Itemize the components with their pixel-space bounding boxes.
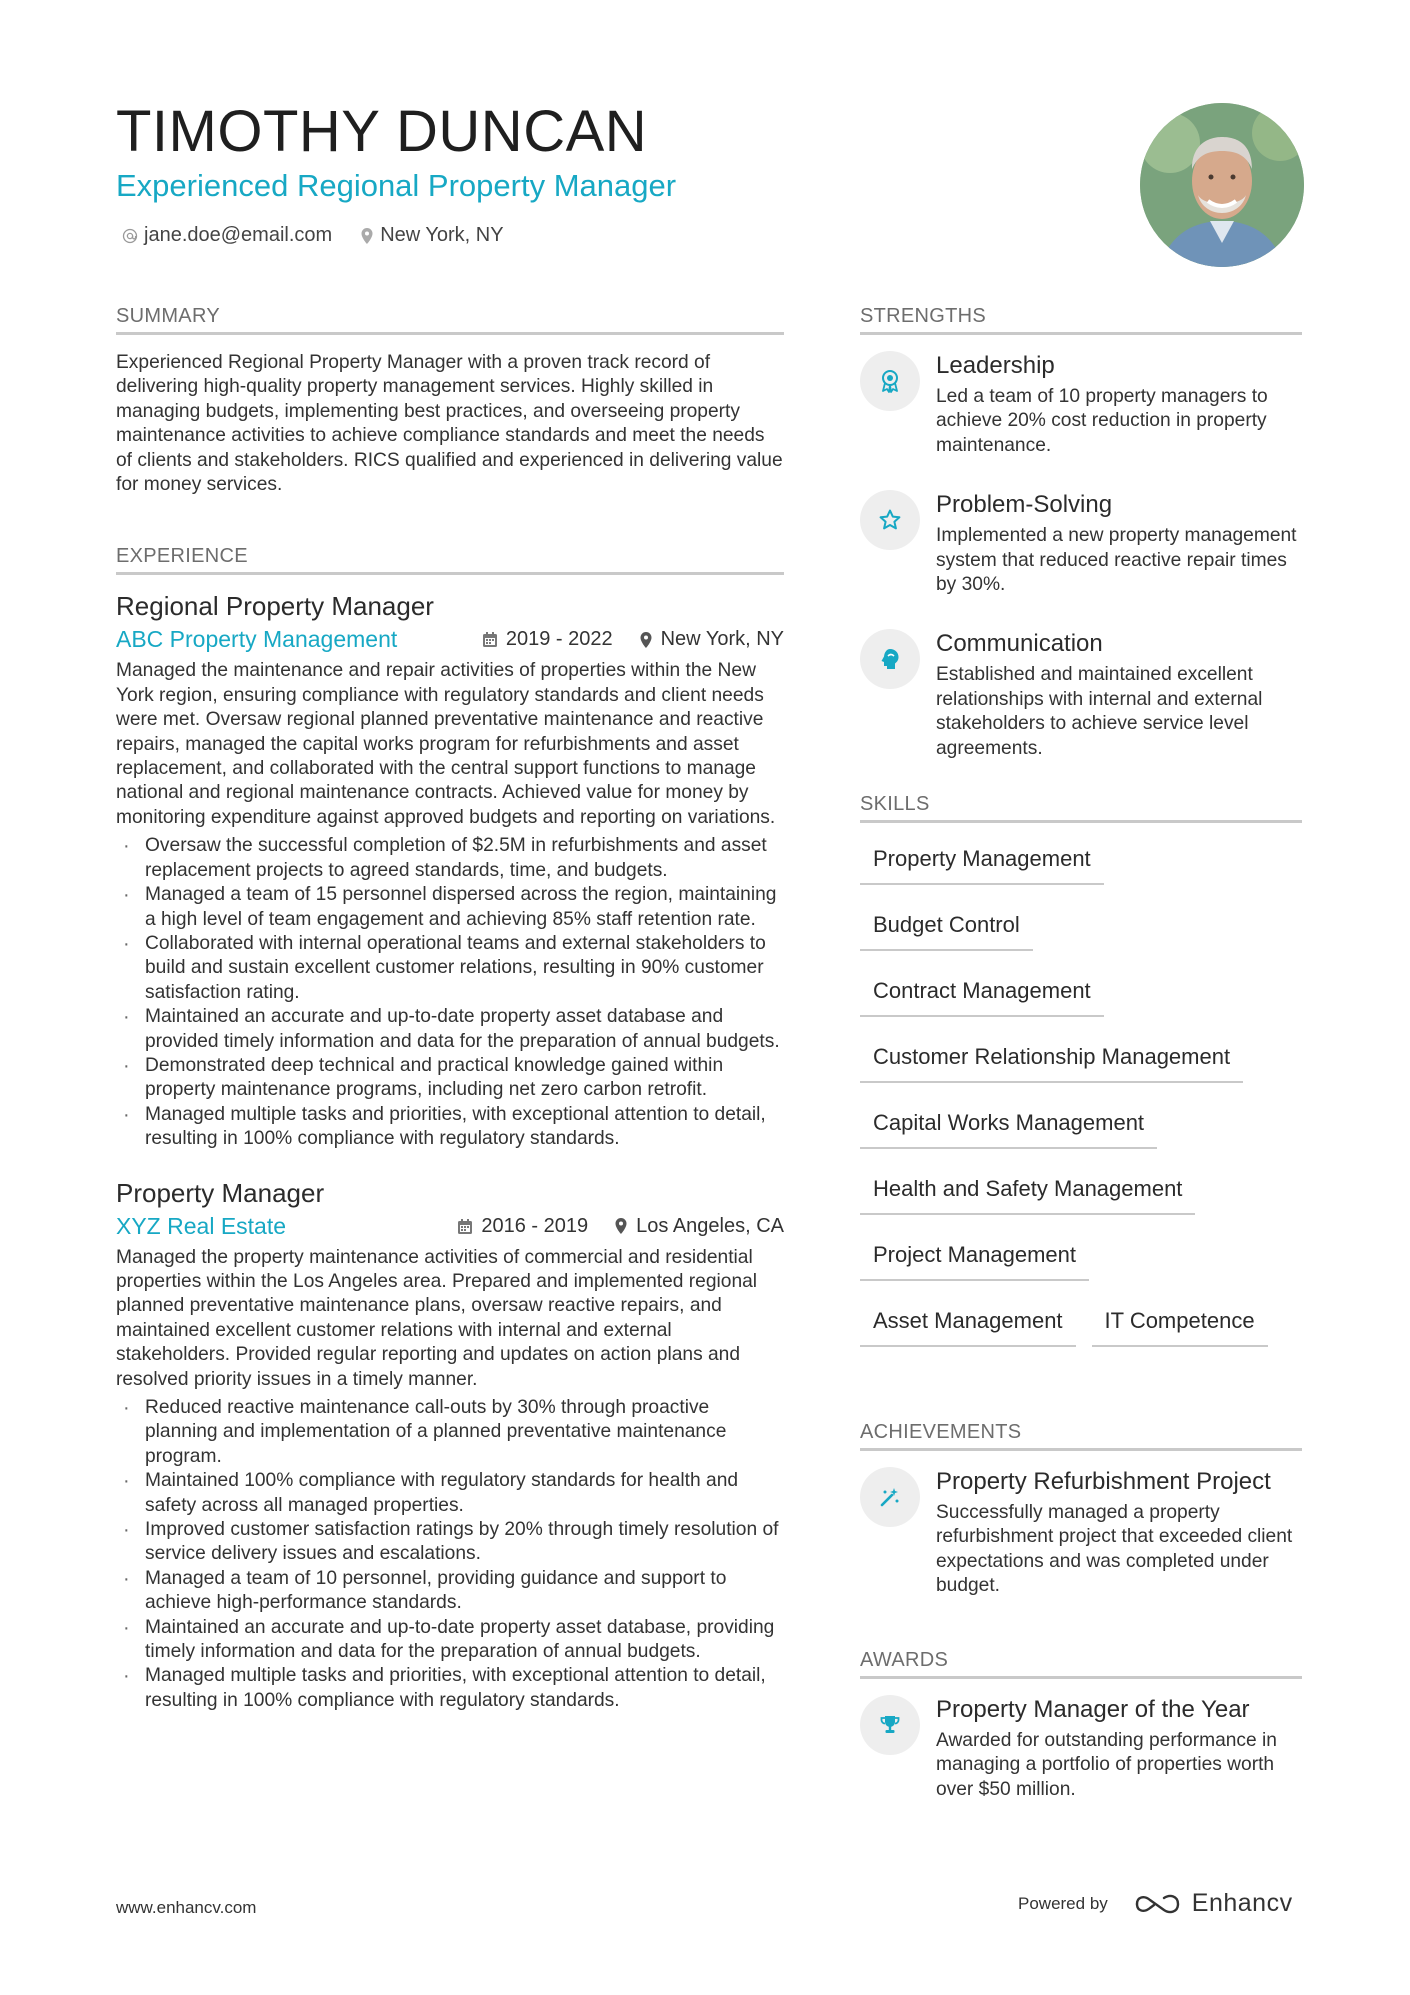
- location-pin-icon: [360, 227, 374, 245]
- strength-desc: Led a team of 10 property managers to achieve 20% cost reduction in property maintenance.: [936, 386, 1268, 456]
- profile-photo-illustration: [1140, 103, 1304, 267]
- job-bullet: · Managed a team of 15 personnel dispersed across the region, maintaining a high level of team engagement and achieving 85% staff retention rate.: [116, 883, 784, 932]
- award-ribbon-icon: [879, 369, 901, 393]
- strength-desc: Implemented a new property management system that reduced reactive repair times by 30%.: [936, 525, 1297, 596]
- achievements-heading: ACHIEVEMENTS: [860, 1421, 1302, 1451]
- strength-item: [860, 490, 1302, 597]
- strengths-heading: STRENGTHS: [860, 305, 1302, 335]
- job-company: ABC Property Management: [116, 626, 398, 653]
- strength-title: Leadership: [936, 352, 1055, 379]
- candidate-title: Experienced Regional Property Manager: [116, 168, 677, 203]
- location-pin-icon: [639, 631, 653, 649]
- skill-tag: Asset Management: [860, 1305, 1076, 1347]
- job-location: New York, NY: [660, 628, 784, 651]
- achievement-title: Property Refurbishment Project: [936, 1468, 1271, 1496]
- summary-heading: SUMMARY: [116, 305, 784, 335]
- calendar-icon: [482, 631, 498, 648]
- strength-item: [860, 629, 1302, 761]
- job-dates: 2019 - 2022: [505, 628, 613, 651]
- award-title: Property Manager of the Year: [936, 1695, 1250, 1723]
- skills-heading: SKILLS: [860, 793, 1302, 823]
- experience-entry: [116, 591, 784, 1151]
- job-bullet: · Oversaw the successful completion of $2.5M in refurbishments and asset replacement projects to agreed standards, time, and budgets.: [116, 834, 784, 883]
- summary-text: Experienced Regional Property Manager with a proven track record of delivering high-quality property management services. Highly skilled in managing budgets, implementing best practices, and overseeing property maintenance activities to achieve compliance standards and meet the needs of clients and stakeholders. RICS qualified and experienced in delivering value for money services.: [116, 352, 783, 496]
- skill-tag: Health and Safety Management: [860, 1173, 1195, 1215]
- job-role: Regional Property Manager: [116, 591, 434, 622]
- skills-section: [860, 793, 1302, 1371]
- award-item: [860, 1695, 1302, 1802]
- skill-tag: Contract Management: [860, 975, 1104, 1017]
- strength-item: [860, 351, 1302, 458]
- job-dates: 2016 - 2019: [481, 1214, 589, 1237]
- email-text[interactable]: jane.doe@email.com: [144, 224, 333, 246]
- footer-branding: [1018, 1889, 1293, 1918]
- job-bullet: · Improved customer satisfaction ratings by 20% through timely resolution of service delivery issues and escalations.: [116, 1518, 784, 1567]
- skill-tag: Project Management: [860, 1239, 1089, 1281]
- job-bullet: · Managed multiple tasks and priorities, with exceptional attention to detail, resulting in 100% compliance with regulatory standards.: [116, 1664, 784, 1713]
- left-column: [116, 305, 784, 1713]
- job-bullet: · Maintained 100% compliance with regulatory standards for health and safety across all managed properties.: [116, 1469, 784, 1518]
- job-meta: [116, 626, 784, 653]
- skill-tag: Budget Control: [860, 909, 1033, 951]
- brand-name: Enhancv: [1191, 1889, 1293, 1917]
- location-text: New York, NY: [380, 224, 504, 246]
- award-desc: Awarded for outstanding performance in managing a portfolio of properties worth over $50 million.: [936, 1729, 1277, 1800]
- job-bullet: · Managed a team of 10 personnel, providing guidance and support to achieve high-performance standards.: [116, 1567, 784, 1616]
- enhancv-logo-icon: [1134, 1891, 1182, 1917]
- job-description: Managed the property maintenance activities of commercial and residential properties within the Los Angeles area. Prepared and implemented regional planned preventative maintenance plans, oversaw reactive repairs, and maintained excellent customer relations with internal and external stakeholders. Provided regular reporting and updates on action plans and resolved priority issues in a timely manner.: [116, 1246, 758, 1390]
- experience-entry: [116, 1178, 784, 1714]
- footer-website[interactable]: www.enhancv.com: [116, 1898, 257, 1917]
- star-icon: [878, 508, 902, 532]
- head-speech-icon: [879, 647, 901, 671]
- achievements-section: [860, 1421, 1302, 1599]
- job-meta: [116, 1213, 784, 1240]
- job-bullet: · Maintained an accurate and up-to-date property asset database, providing timely information and data for the preparation of annual budgets.: [116, 1616, 784, 1665]
- skill-tag: Capital Works Management: [860, 1107, 1157, 1149]
- skill-tag: Customer Relationship Management: [860, 1041, 1243, 1083]
- job-bullet: · Reduced reactive maintenance call-outs by 30% through proactive planning and implementation of a planned preventative maintenance program.: [116, 1396, 784, 1469]
- magic-wand-icon: [878, 1485, 902, 1509]
- email-item: [122, 224, 332, 247]
- at-icon: [122, 228, 138, 244]
- powered-by-text: Powered by: [1018, 1893, 1108, 1913]
- job-description: Managed the maintenance and repair activities of properties within the New York region, ensuring compliance with regulatory standards and client needs were met. Oversaw regional planned preventative maintenance and reactive repairs, managed the capital works program for refurbishments and asset replacement, and collaborated with the central support functions to manage national and regional maintenance contracts. Achieved value for money by monitoring expenditure against approved budgets and reporting on variations.: [116, 660, 776, 828]
- job-company: XYZ Real Estate: [116, 1212, 287, 1239]
- trophy-icon: [878, 1713, 902, 1737]
- achievement-desc: Successfully managed a property refurbishment project that exceeded client expectations and was completed under budget.: [936, 1502, 1293, 1597]
- experience-section: [116, 545, 784, 1713]
- strength-title: Communication: [936, 630, 1103, 658]
- job-bullet: · Maintained an accurate and up-to-date property asset database and provided timely information and data for the preparation of annual budgets.: [116, 1005, 784, 1054]
- job-bullets: [116, 834, 784, 1151]
- skill-tag: Property Management: [860, 843, 1104, 885]
- achievement-item: [860, 1467, 1302, 1599]
- job-bullet: · Managed multiple tasks and priorities, with exceptional attention to detail, resulting in 100% compliance with regulatory standards.: [116, 1103, 784, 1152]
- strength-title: Problem-Solving: [936, 491, 1113, 519]
- awards-section: [860, 1649, 1302, 1802]
- skills-list: [860, 843, 1302, 1371]
- summary-section: [116, 305, 784, 497]
- job-bullet: · Collaborated with internal operational teams and external stakeholders to build and sustain excellent customer relations, resulting in 90% customer satisfaction rating.: [116, 932, 784, 1005]
- awards-heading: AWARDS: [860, 1649, 1302, 1679]
- profile-photo: [1140, 103, 1304, 267]
- job-role: Property Manager: [116, 1177, 325, 1208]
- location-pin-icon: [614, 1217, 628, 1235]
- job-bullet: · Demonstrated deep technical and practical knowledge gained within property maintenance programs, including net zero carbon retrofit.: [116, 1054, 784, 1103]
- job-location: Los Angeles, CA: [636, 1214, 784, 1237]
- right-column: [860, 305, 1302, 1834]
- candidate-name: TIMOTHY DUNCAN: [116, 99, 648, 164]
- job-bullets: [116, 1396, 784, 1713]
- experience-heading: EXPERIENCE: [116, 545, 784, 575]
- skill-tag: IT Competence: [1092, 1305, 1268, 1347]
- contact-info: [122, 224, 532, 247]
- strengths-section: [860, 305, 1302, 761]
- location-item: [360, 224, 503, 247]
- calendar-icon: [457, 1218, 473, 1235]
- strength-desc: Established and maintained excellent relationships with internal and external stakeholders to achieve service level agreements.: [936, 664, 1263, 759]
